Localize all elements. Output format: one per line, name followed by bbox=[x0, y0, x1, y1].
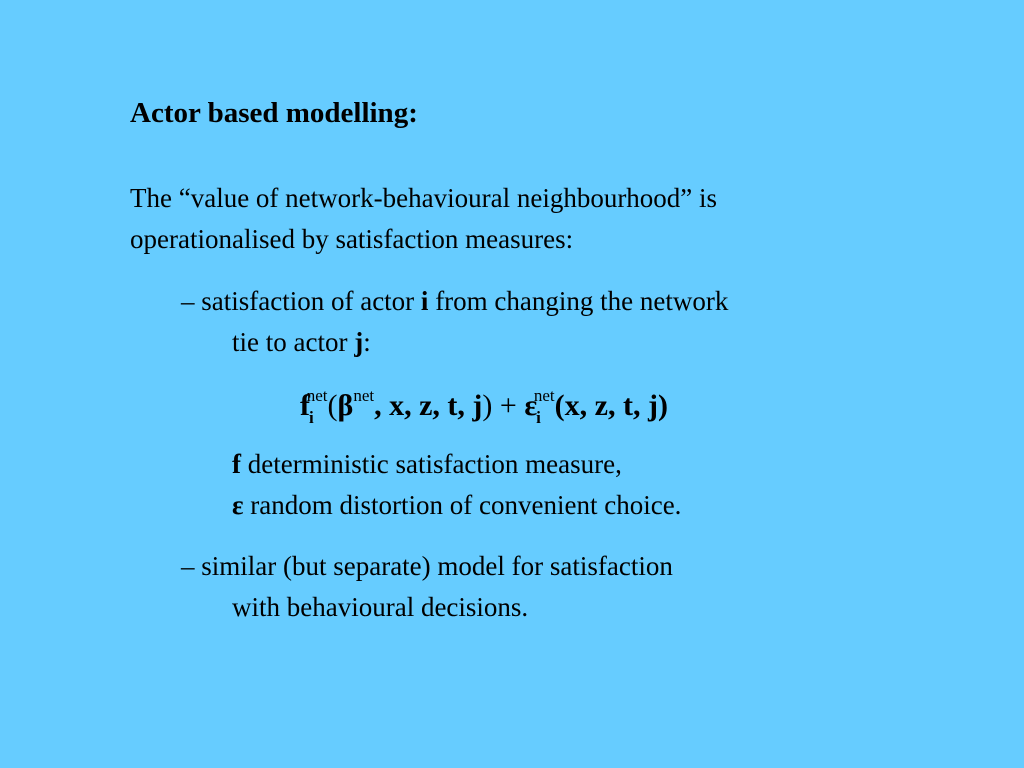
satisfaction-formula bbox=[300, 376, 668, 430]
bullet-network-satisfaction bbox=[181, 281, 728, 363]
bullet-1-line-2-prefix: tie to actor bbox=[232, 327, 355, 357]
formula-beta-superscript: net bbox=[353, 386, 375, 405]
formula-f: f bbox=[300, 389, 310, 422]
slide-title: Actor based modelling: bbox=[130, 97, 418, 129]
definition-epsilon bbox=[232, 485, 681, 526]
definition-f-text: deterministic satisfaction measure, bbox=[241, 449, 622, 479]
formula-close-paren: ) bbox=[482, 389, 493, 422]
symbol-definitions bbox=[232, 444, 681, 526]
definition-f-symbol: f bbox=[232, 449, 241, 479]
intro-paragraph bbox=[130, 178, 717, 260]
formula-f-subscript: i bbox=[309, 408, 314, 427]
formula-args-2: (x, z, t, j) bbox=[554, 389, 668, 422]
formula-f-superscript: net bbox=[306, 386, 328, 405]
formula-plus: + bbox=[492, 389, 525, 422]
bullet-1-middle: from changing the network bbox=[428, 286, 729, 316]
formula-beta: β bbox=[337, 389, 354, 422]
definition-f bbox=[232, 444, 681, 485]
formula-args-1: , x, z, t, j bbox=[374, 389, 483, 422]
formula-open-paren: ( bbox=[327, 389, 338, 422]
bullet-behavioural-satisfaction bbox=[181, 546, 673, 628]
formula-epsilon: ε bbox=[524, 389, 538, 422]
bullet-2-line-1: – similar (but separate) model for satisfaction bbox=[181, 551, 673, 581]
bullet-1-prefix: – satisfaction of actor bbox=[181, 286, 421, 316]
bullet-1-line-2 bbox=[181, 322, 728, 363]
actor-j-symbol: j bbox=[354, 327, 364, 357]
intro-line-1: The “value of network-behavioural neighbourhood” is bbox=[130, 183, 718, 213]
bullet-1-line-1 bbox=[181, 281, 728, 322]
actor-i-symbol: i bbox=[420, 286, 429, 316]
definition-epsilon-text: random distortion of convenient choice. bbox=[243, 490, 682, 520]
bullet-1-line-2-suffix: : bbox=[363, 327, 371, 357]
bullet-2-line-2: with behavioural decisions. bbox=[232, 592, 529, 622]
formula-epsilon-superscript: net bbox=[533, 386, 555, 405]
intro-line-2: operationalised by satisfaction measures: bbox=[130, 224, 574, 254]
definition-epsilon-symbol: ε bbox=[232, 490, 244, 520]
formula-epsilon-subscript: i bbox=[536, 408, 541, 427]
